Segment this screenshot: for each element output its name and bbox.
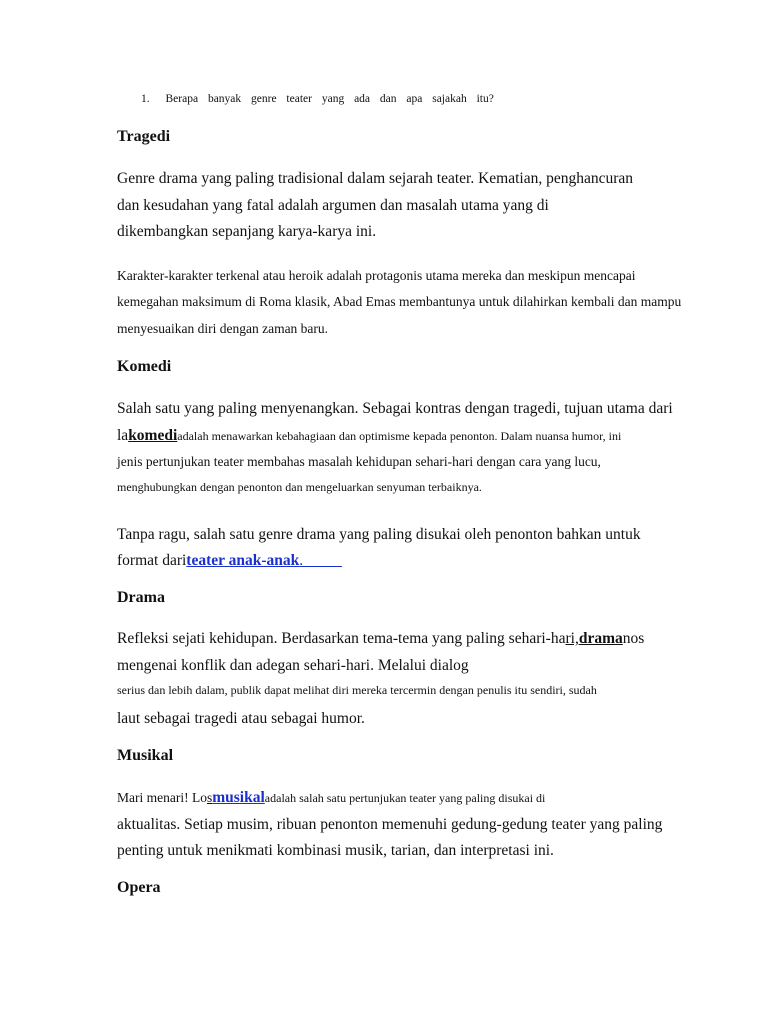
tragedi-p1-line2: dan kesudahan yang fatal adalah argumen dan masalah utama yang di: [117, 197, 549, 214]
komedi-line3: jenis pertunjukan teater membahas masalah kehidupan sehari-hari dengan cara yang lucu,: [117, 454, 601, 469]
heading-drama: Drama: [117, 589, 165, 606]
komedi-line1: Salah satu yang paling menyenangkan. Sebagai kontras dengan tragedi, tujuan utama dari: [117, 400, 673, 417]
drama-line1-post: nos: [622, 630, 645, 647]
drama-line2: mengenai konflik dan adegan sehari-hari. Melalui dialog: [117, 657, 469, 674]
komedi-link[interactable]: komedi: [128, 427, 178, 444]
tragedi-p2-line3: menyesuaikan diri dengan zaman baru.: [117, 321, 329, 336]
tragedi-p2-line1: Karakter-karakter terkenal atau heroik adalah protagonis utama mereka dan meskipun mencapai: [117, 268, 636, 283]
musikal-line3: penting untuk menikmati kombinasi musik, tarian, dan interpretasi ini.: [117, 842, 554, 859]
komedi-p2-prefix: format dari: [117, 552, 187, 569]
komedi-p2-line2: [117, 553, 342, 569]
link-underline-trail: .: [299, 552, 342, 569]
komedi-line4: menghubungkan dengan penonton dan mengeluarkan senyuman terbaiknya.: [117, 480, 482, 494]
musikal-line1-underlined: s: [206, 790, 213, 805]
musikal-line1-pre: Mari menari! Lo: [117, 790, 207, 805]
tragedi-p2-line2: kemegahan maksimum di Roma klasik, Abad Emas membantunya untuk dilahirkan kembali dan mampu: [117, 294, 682, 309]
heading-komedi: Komedi: [117, 358, 172, 375]
heading-musikal: Musikal: [117, 747, 174, 764]
komedi-line2-rest: adalah menawarkan kebahagiaan dan optimisme kepada penonton. Dalam nuansa humor, ini: [177, 429, 622, 443]
drama-line1-pre: Refleksi sejati kehidupan. Berdasarkan tema-tema yang paling sehari-ha: [117, 630, 566, 647]
drama-line1: [117, 631, 644, 647]
tragedi-p1-line3: dikembangkan sepanjang karya-karya ini.: [117, 223, 377, 240]
komedi-line2: [117, 428, 621, 444]
drama-link[interactable]: drama: [578, 630, 623, 647]
list-number: 1.: [141, 93, 150, 105]
komedi-p2-line1: Tanpa ragu, salah satu genre drama yang paling disukai oleh penonton bahkan untuk: [117, 526, 641, 543]
heading-opera: Opera: [117, 879, 161, 896]
tragedi-p1-line1: Genre drama yang paling tradisional dalam sejarah teater. Kematian, penghancuran: [117, 170, 634, 187]
drama-line4: laut sebagai tragedi atau sebagai humor.: [117, 710, 365, 727]
drama-line3: serius dan lebih dalam, publik dapat melihat diri mereka tercermin dengan penulis itu sendiri, sudah: [117, 683, 597, 697]
musikal-line1-post: adalah salah satu pertunjukan teater yang paling disukai di: [264, 791, 546, 805]
drama-line1-underlined: ri,: [565, 630, 579, 647]
komedi-line2-prefix: la: [117, 427, 129, 444]
question-text: Berapa banyak genre teater yang ada dan apa sajakah itu?: [165, 93, 494, 105]
musikal-line2: aktualitas. Setiap musim, ribuan penonton memenuhi gedung-gedung teater yang paling: [117, 816, 663, 833]
question-line: [141, 94, 494, 106]
musikal-link[interactable]: musikal: [212, 789, 265, 806]
teater-anak-link[interactable]: teater anak-anak: [186, 552, 300, 569]
musikal-line1: [117, 790, 545, 806]
heading-tragedi: Tragedi: [117, 128, 171, 145]
